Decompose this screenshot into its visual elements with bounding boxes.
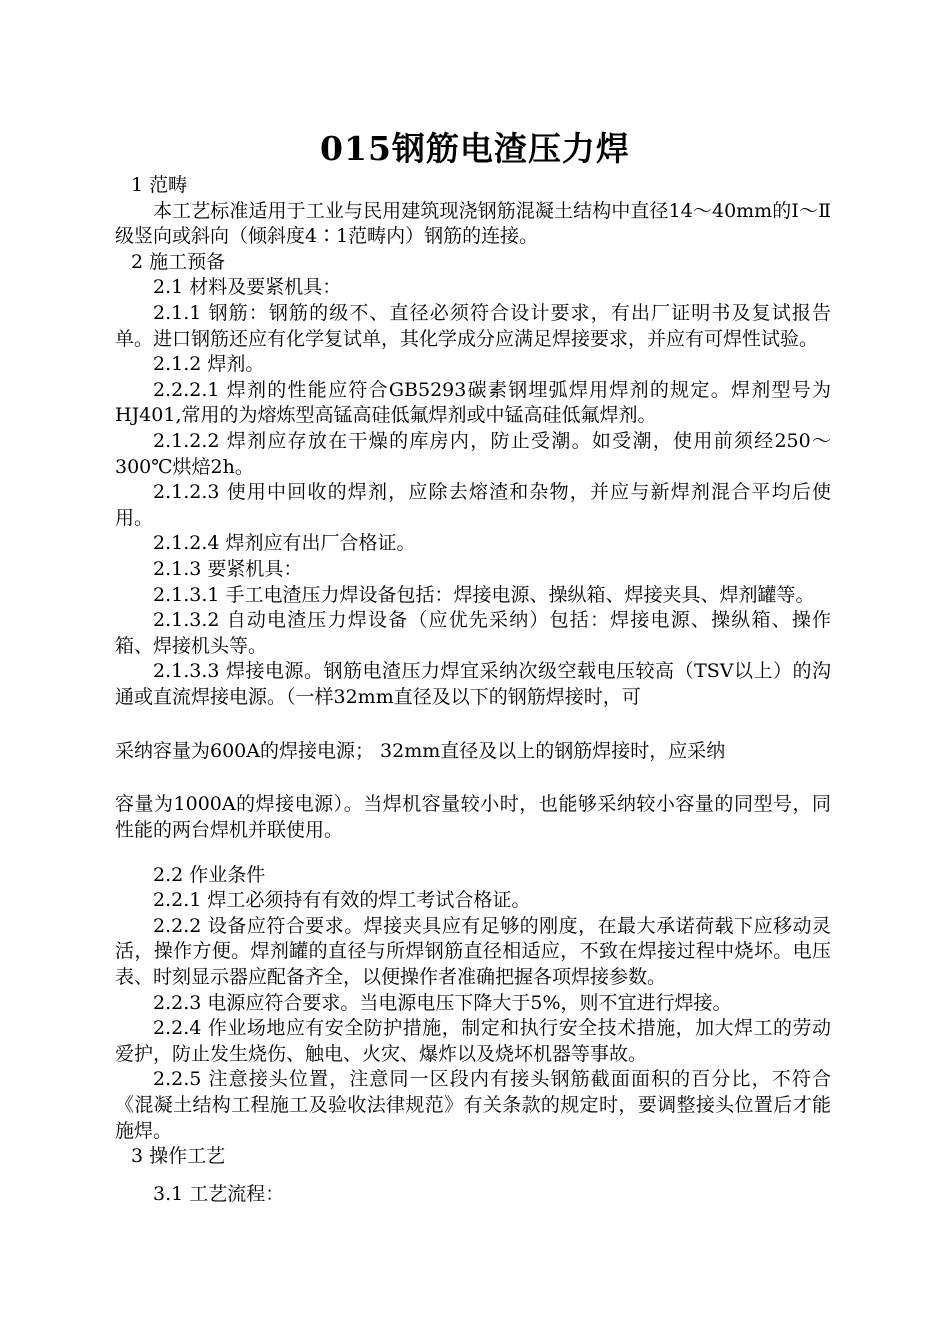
paragraph-2-1-3-3-continued-a: 采纳容量为600A的焊接电源； 32mm直径及以上的钢筋焊接时，应采纳 xyxy=(115,740,726,763)
paragraph-2-1-2-2: 2.1.2.2 焊剂应存放在干燥的库房内，防止受潮。如受潮，使用前须经250～300℃烘焙2h。 xyxy=(115,429,831,478)
document-body xyxy=(115,173,831,1207)
subheading-2-1-3: 2.1.3 要紧机具： xyxy=(153,557,303,580)
subheading-2-2: 2.2 作业条件 xyxy=(153,863,266,886)
paragraph-2-1-2-4: 2.1.2.4 焊剂应有出厂合格证。 xyxy=(153,532,416,555)
paragraph-2-1-3-1: 2.1.3.1 手工电渣压力焊设备包括：焊接电源、操纵箱、焊接夹具、焊剂罐等。 xyxy=(153,583,815,606)
paragraph-2-1-3-3-continued-b: 容量为1000A的焊接电源）。当焊机容量较小时，也能够采纳较小容量的同型号，同性能的两台焊机并联使用。 xyxy=(115,793,831,842)
paragraph-2-1-3-3: 2.1.3.3 焊接电源。钢筋电渣压力焊宜采纳次级空载电压较高（TSV以上）的沟通或直流焊接电源。（一样32mm直径及以下的钢筋焊接时，可 xyxy=(115,660,831,708)
paragraph-scope: 本工艺标准适用于工业与民用建筑现浇钢筋混凝土结构中直径14～40mm的Ⅰ～Ⅱ级竖向或斜向（倾斜度4∶1范畴内）钢筋的连接。 xyxy=(115,199,831,248)
subheading-3-1: 3.1 工艺流程： xyxy=(153,1182,285,1205)
paragraph-2-2-2: 2.2.2 设备应符合要求。焊接夹具应有足够的刚度，在最大承诺荷载下应移动灵活，操作方便。焊剂罐的直径与所焊钢筋直径相适应，不致在焊接过程中烧坏。电压表、时刻显示器应配备齐全，以便操作者准确把握各项焊接参数。 xyxy=(115,914,831,989)
section-heading-operation: 3 操作工艺 xyxy=(131,1145,226,1168)
paragraph-2-2-3: 2.2.3 电源应符合要求。当电源电压下降大于5%，则不宜进行焊接。 xyxy=(153,991,732,1014)
paragraph-2-2-5: 2.2.5 注意接头位置，注意同一区段内有接头钢筋截面面积的百分比，不符合《混凝土结构工程施工及验收法律规范》有关条款的规定时，要调整接头位置后才能施焊。 xyxy=(115,1068,831,1142)
paragraph-2-1-3-2: 2.1.3.2 自动电渣压力焊设备（应优先采纳）包括：焊接电源、操纵箱、操作箱、焊接机头等。 xyxy=(115,609,831,657)
paragraph-2-2-4: 2.2.4 作业场地应有安全防护措施，制定和执行安全技术措施，加大焊工的劳动爱护，防止发生烧伤、触电、火灾、爆炸以及烧坏机器等事故。 xyxy=(115,1017,831,1065)
paragraph-2-2-1: 2.2.1 焊工必须持有有效的焊工考试合格证。 xyxy=(153,889,531,912)
subheading-2-1: 2.1 材料及要紧机具： xyxy=(153,276,342,299)
document-title: 015钢筋电渣压力焊 xyxy=(320,129,630,168)
subheading-2-1-2: 2.1.2 焊剂。 xyxy=(153,353,265,376)
paragraph-2-2-2-1: 2.2.2.1 焊剂的性能应符合GB5293碳素钢埋弧焊用焊剂的规定。焊剂型号为HJ401,常用的为熔炼型高锰高硅低氟焊剂或中锰高硅低氟焊剂。 xyxy=(115,378,831,427)
section-heading-preparation: 2 施工预备 xyxy=(131,250,226,273)
paragraph-2-1-1: 2.1.1 钢筋：钢筋的级不、直径必须符合设计要求，有出厂证明书及复试报告单。进口钢筋还应有化学复试单，其化学成分应满足焊接要求，并应有可焊性试验。 xyxy=(115,301,831,350)
section-heading-scope: 1 范畴 xyxy=(131,174,188,196)
paragraph-2-1-2-3: 2.1.2.3 使用中回收的焊剂，应除去熔渣和杂物，并应与新焊剂混合平均后使用。 xyxy=(115,481,831,529)
